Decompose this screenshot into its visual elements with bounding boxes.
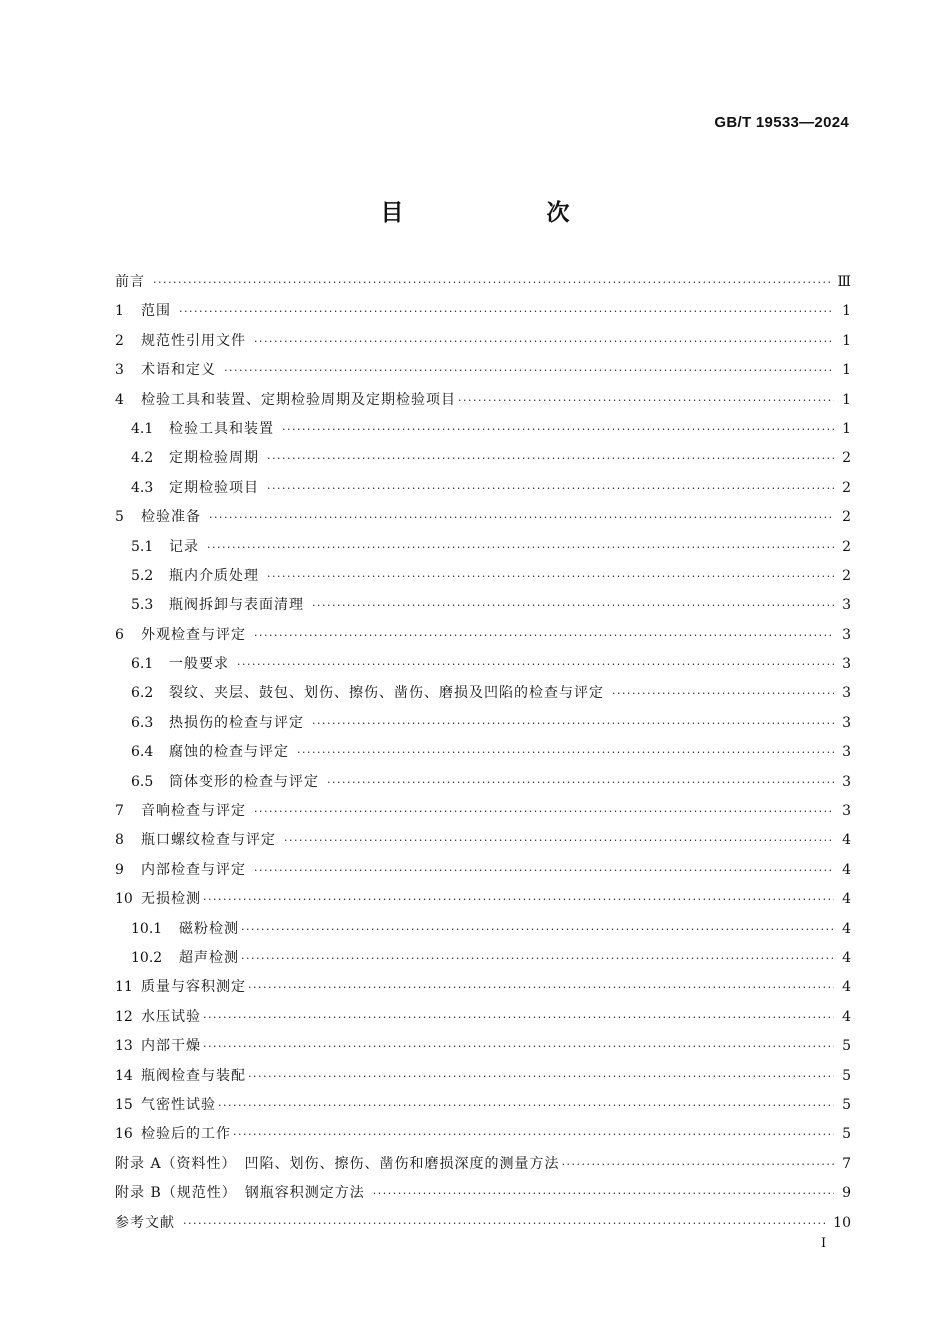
toc-entry-label: 无损检测 bbox=[141, 891, 201, 908]
toc-entry-number: 11 bbox=[115, 979, 133, 996]
toc-entry-label: 气密性试验 bbox=[141, 1096, 216, 1113]
table-of-contents bbox=[115, 268, 851, 1238]
toc-entry-label: 附录 A（资料性） 凹陷、划伤、擦伤、凿伤和磨损深度的测量方法 bbox=[115, 1155, 560, 1172]
toc-entry-page: 2 bbox=[842, 509, 851, 526]
toc-entry-label: 腐蚀的检查与评定 bbox=[169, 744, 289, 761]
toc-entry-label: 术语和定义 bbox=[141, 362, 216, 379]
dot-leader bbox=[203, 1003, 834, 1032]
toc-entry-label: 磁粉检测 bbox=[179, 920, 239, 937]
toc-entry-page: 1 bbox=[842, 332, 851, 349]
toc-entry-label: 参考文献 bbox=[115, 1214, 175, 1231]
dot-leader bbox=[267, 444, 834, 473]
dot-leader bbox=[233, 1120, 834, 1149]
toc-entry-number: 6.4 bbox=[131, 744, 154, 761]
toc-entry-number: 12 bbox=[115, 1008, 133, 1025]
toc-entry-number: 5.1 bbox=[131, 538, 154, 555]
toc-entry-page: 1 bbox=[842, 391, 851, 408]
toc-entry[interactable] bbox=[115, 562, 851, 591]
toc-entry[interactable] bbox=[115, 797, 851, 826]
toc-entry-page: 9 bbox=[842, 1185, 851, 1202]
toc-entry-label: 音响检查与评定 bbox=[141, 803, 246, 820]
toc-entry-page: 5 bbox=[842, 1126, 851, 1143]
toc-entry-label: 内部干燥 bbox=[141, 1038, 201, 1055]
dot-leader bbox=[312, 709, 834, 738]
dot-leader bbox=[254, 327, 834, 356]
dot-leader bbox=[562, 1150, 834, 1179]
dot-leader bbox=[254, 797, 834, 826]
toc-entry[interactable] bbox=[115, 738, 851, 767]
toc-entry-number: 6.1 bbox=[131, 656, 154, 673]
toc-entry[interactable] bbox=[115, 709, 851, 738]
toc-entry-number: 10 bbox=[115, 891, 133, 908]
toc-entry-page: 4 bbox=[842, 832, 851, 849]
toc-entry[interactable] bbox=[115, 533, 851, 562]
toc-entry-number: 4.1 bbox=[131, 420, 154, 437]
toc-entry[interactable] bbox=[115, 386, 851, 415]
toc-entry-number: 3 bbox=[115, 362, 124, 379]
toc-entry-page: 3 bbox=[842, 714, 851, 731]
dot-leader bbox=[612, 679, 834, 708]
toc-entry[interactable] bbox=[115, 915, 851, 944]
toc-entry[interactable] bbox=[115, 768, 851, 797]
toc-entry-label: 规范性引用文件 bbox=[141, 332, 246, 349]
toc-entry-label: 内部检查与评定 bbox=[141, 861, 246, 878]
toc-entry-page: 5 bbox=[842, 1038, 851, 1055]
toc-entry-label: 范围 bbox=[141, 303, 171, 320]
toc-entry-page: 2 bbox=[842, 538, 851, 555]
toc-entry-label: 检验工具和装置 bbox=[169, 420, 274, 437]
standard-code: GB/T 19533—2024 bbox=[714, 114, 849, 131]
dot-leader bbox=[203, 885, 834, 914]
toc-entry[interactable] bbox=[115, 826, 851, 855]
toc-entry-label: 瓶口螺纹检查与评定 bbox=[141, 832, 276, 849]
dot-leader bbox=[458, 386, 834, 415]
toc-entry[interactable] bbox=[115, 885, 851, 914]
toc-entry-number: 6 bbox=[115, 626, 124, 643]
dot-leader bbox=[241, 915, 834, 944]
toc-entry[interactable] bbox=[115, 1062, 851, 1091]
toc-entry-label: 瓶阀检查与装配 bbox=[141, 1067, 246, 1084]
toc-entry-number: 5 bbox=[115, 509, 124, 526]
toc-entry-label: 水压试验 bbox=[141, 1008, 201, 1025]
toc-entry-number: 6.3 bbox=[131, 714, 154, 731]
toc-entry-number: 5.3 bbox=[131, 597, 154, 614]
toc-entry-number: 16 bbox=[115, 1126, 133, 1143]
dot-leader bbox=[183, 1209, 828, 1238]
toc-entry-number: 13 bbox=[115, 1038, 133, 1055]
toc-entry-page: 2 bbox=[842, 450, 851, 467]
toc-entry-label: 质量与容积测定 bbox=[141, 979, 246, 996]
toc-entry-label: 一般要求 bbox=[169, 656, 229, 673]
toc-entry-number: 2 bbox=[115, 332, 124, 349]
toc-entry-label: 瓶内介质处理 bbox=[169, 567, 259, 584]
dot-leader bbox=[218, 1091, 834, 1120]
toc-entry-page: 1 bbox=[842, 420, 851, 437]
toc-entry[interactable] bbox=[115, 415, 851, 444]
dot-leader bbox=[237, 650, 834, 679]
toc-entry-number: 10.2 bbox=[131, 949, 163, 966]
dot-leader bbox=[179, 297, 834, 326]
toc-entry-label: 检验工具和装置、定期检验周期及定期检验项目 bbox=[141, 391, 456, 408]
dot-leader bbox=[224, 356, 834, 385]
dot-leader bbox=[373, 1179, 834, 1208]
page-number: I bbox=[821, 1236, 827, 1251]
toc-entry-number: 6.2 bbox=[131, 685, 154, 702]
toc-entry[interactable] bbox=[115, 268, 851, 297]
toc-entry-page: 4 bbox=[842, 979, 851, 996]
toc-entry-number: 8 bbox=[115, 832, 124, 849]
toc-entry-label: 裂纹、夹层、鼓包、划伤、擦伤、凿伤、磨损及凹陷的检查与评定 bbox=[169, 685, 604, 702]
toc-entry[interactable] bbox=[115, 297, 851, 326]
toc-entry[interactable] bbox=[115, 1091, 851, 1120]
toc-entry[interactable] bbox=[115, 1003, 851, 1032]
toc-entry[interactable] bbox=[115, 474, 851, 503]
toc-entry-page: 4 bbox=[842, 949, 851, 966]
dot-leader bbox=[282, 415, 834, 444]
toc-entry[interactable] bbox=[115, 356, 851, 385]
toc-entry[interactable] bbox=[115, 1120, 851, 1149]
toc-entry-page: 3 bbox=[842, 626, 851, 643]
toc-entry-page: 3 bbox=[842, 773, 851, 790]
toc-entry[interactable] bbox=[115, 327, 851, 356]
dot-leader bbox=[312, 591, 834, 620]
toc-entry-label: 前言 bbox=[115, 274, 145, 290]
toc-entry-number: 14 bbox=[115, 1067, 133, 1084]
toc-entry-page: 7 bbox=[842, 1155, 851, 1172]
toc-entry[interactable] bbox=[115, 503, 851, 532]
toc-entry-page: 3 bbox=[842, 597, 851, 614]
toc-entry[interactable] bbox=[115, 944, 851, 973]
toc-entry-label: 超声检测 bbox=[179, 949, 239, 966]
toc-entry-label: 定期检验周期 bbox=[169, 450, 259, 467]
toc-entry-number: 4.3 bbox=[131, 479, 154, 496]
toc-entry-page: 2 bbox=[842, 567, 851, 584]
toc-entry-page: 3 bbox=[842, 685, 851, 702]
toc-entry-page: 10 bbox=[833, 1214, 851, 1231]
toc-entry-label: 瓶阀拆卸与表面清理 bbox=[169, 597, 304, 614]
toc-entry-label: 定期检验项目 bbox=[169, 479, 259, 496]
toc-entry[interactable] bbox=[115, 650, 851, 679]
dot-leader bbox=[203, 1032, 834, 1061]
toc-entry-number: 9 bbox=[115, 861, 124, 878]
toc-entry[interactable] bbox=[115, 856, 851, 885]
toc-entry-number: 5.2 bbox=[131, 567, 154, 584]
toc-entry[interactable] bbox=[115, 1209, 851, 1238]
toc-entry-label: 检验准备 bbox=[141, 509, 201, 526]
toc-entry-number: 1 bbox=[115, 303, 124, 320]
toc-entry-page: 5 bbox=[842, 1067, 851, 1084]
dot-leader bbox=[254, 856, 834, 885]
toc-entry-page: Ⅲ bbox=[837, 274, 851, 290]
toc-entry[interactable] bbox=[115, 1032, 851, 1061]
toc-entry[interactable] bbox=[115, 444, 851, 473]
dot-leader bbox=[248, 1062, 834, 1091]
toc-entry-number: 7 bbox=[115, 803, 124, 820]
dot-leader bbox=[327, 768, 834, 797]
dot-leader bbox=[267, 562, 834, 591]
dot-leader bbox=[241, 944, 834, 973]
page-title: 目 次 bbox=[380, 200, 630, 226]
toc-entry-label: 检验后的工作 bbox=[141, 1126, 231, 1143]
dot-leader bbox=[207, 533, 834, 562]
toc-entry-page: 3 bbox=[842, 656, 851, 673]
toc-entry-label: 热损伤的检查与评定 bbox=[169, 714, 304, 731]
dot-leader bbox=[209, 503, 834, 532]
toc-entry[interactable] bbox=[115, 591, 851, 620]
toc-entry[interactable] bbox=[115, 1179, 851, 1208]
toc-entry-page: 1 bbox=[842, 362, 851, 379]
toc-entry-label: 筒体变形的检查与评定 bbox=[169, 773, 319, 790]
dot-leader bbox=[248, 973, 834, 1002]
toc-entry-number: 10.1 bbox=[131, 920, 163, 937]
toc-entry[interactable] bbox=[115, 973, 851, 1002]
toc-entry-label: 外观检查与评定 bbox=[141, 626, 246, 643]
toc-entry-label: 记录 bbox=[169, 538, 199, 555]
toc-entry-page: 4 bbox=[842, 1008, 851, 1025]
toc-entry-page: 4 bbox=[842, 920, 851, 937]
dot-leader bbox=[254, 621, 834, 650]
toc-entry-page: 3 bbox=[842, 744, 851, 761]
toc-entry-page: 4 bbox=[842, 861, 851, 878]
dot-leader bbox=[267, 474, 834, 503]
toc-entry-page: 2 bbox=[842, 479, 851, 496]
toc-entry[interactable] bbox=[115, 1150, 851, 1179]
toc-entry-page: 3 bbox=[842, 803, 851, 820]
toc-entry-label: 附录 B（规范性） 钢瓶容积测定方法 bbox=[115, 1185, 365, 1202]
toc-entry-page: 1 bbox=[842, 303, 851, 320]
dot-leader bbox=[153, 268, 832, 297]
toc-entry[interactable] bbox=[115, 679, 851, 708]
dot-leader bbox=[284, 826, 834, 855]
toc-entry-number: 15 bbox=[115, 1096, 133, 1113]
toc-entry[interactable] bbox=[115, 621, 851, 650]
toc-entry-number: 4.2 bbox=[131, 450, 154, 467]
toc-entry-page: 4 bbox=[842, 891, 851, 908]
toc-entry-page: 5 bbox=[842, 1096, 851, 1113]
toc-entry-number: 6.5 bbox=[131, 773, 154, 790]
toc-entry-number: 4 bbox=[115, 391, 124, 408]
dot-leader bbox=[297, 738, 834, 767]
